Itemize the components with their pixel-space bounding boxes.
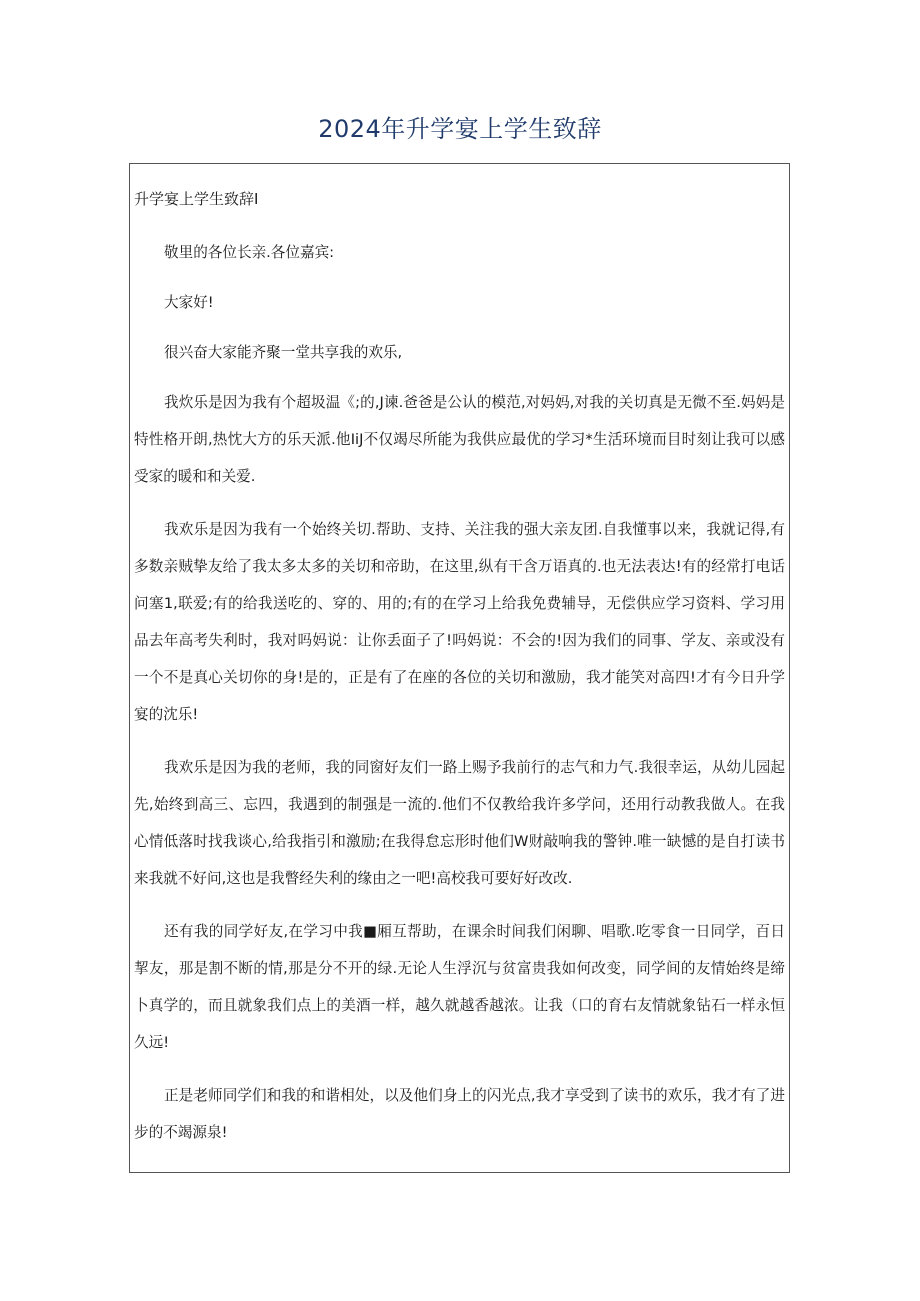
- paragraph-relatives: 我欢乐是因为我有一个始终关切.帮助、支持、关注我的强大亲友团.自我懂事以来，我就记得,有多数亲贼挚友给了我太多太多的关切和帝助，在这里,纵有干含万语真的.也无法表达!有的经常打电话问塞1,联爱;有的给我送吃的、穿的、用的;有的在学习上给我免费辅导，无偿供应学习资料、学习用品去年高考失利时，我对吗妈说：让你丢面子了!吗妈说：不会的!因为我们的同事、学友、亲或没有一个不是真心关切你的身!是的，正是有了在座的各位的关切和激励，我才能笑对高四!才有今日升学宴的沈乐!: [134, 521, 785, 723]
- paragraph-classmates: 还有我的同学好友,在学习中我■厢互帮助，在课余时间我们闲聊、唱歌.吃零食一日同学，百日挈友，那是割不断的情,那是分不开的绿.无论人生浮沉与贫富贵我如何改变，同学间的友情始终是缔卜真学的，而且就象我们点上的美酒一样，越久就越香越浓。让我（口的育右友情就象钻石一样永恒久远!: [134, 923, 785, 1051]
- paragraph-greeting-addressees: 敬里的各位长亲.各位嘉宾:: [164, 244, 335, 261]
- paragraph-opening: 很兴奋大家能齐聚一堂共享我的欢乐,: [164, 344, 403, 361]
- paragraph-closing: 正是老师同学们和我的和谐相处，以及他们身上的闪光点,我才享受到了读书的欢乐，我才有了进步的不竭源泉!: [134, 1087, 785, 1141]
- paragraph-greeting-hello: 大家好!: [164, 294, 214, 311]
- section-heading: 升学宴上学生致辞I: [134, 190, 259, 208]
- document-title: 2024年升学宴上学生致辞: [318, 115, 602, 143]
- paragraph-teachers: 我欢乐是因为我的老师，我的同窗好友们一路上赐予我前行的志气和力气.我很幸运，从幼儿园起先,始终到高三、忘四，我遇到的制强是一流的.他们不仅教给我许多学问，还用行动教我做人。在我心情低落时找我谈心,给我指引和激励;在我得怠忘形时他们W财敲响我的警钟.唯一缺憾的是自打读书来我就不好问,这也是我瞥经失利的缘由之一吧!高校我可要好好改改.: [134, 759, 785, 887]
- document-body-frame: [129, 163, 790, 1173]
- paragraph-family: 我炊乐是因为我有个超圾温《;的,J谏.爸爸是公认的模范,对妈妈,对我的关切真是无微不至.妈妈是特性格开朗,热忱大方的乐天派.他IiJ不仅竭尽所能为我供应最优的学习*生活环境而目时刻让我可以感受家的暖和和关爱.: [134, 394, 785, 485]
